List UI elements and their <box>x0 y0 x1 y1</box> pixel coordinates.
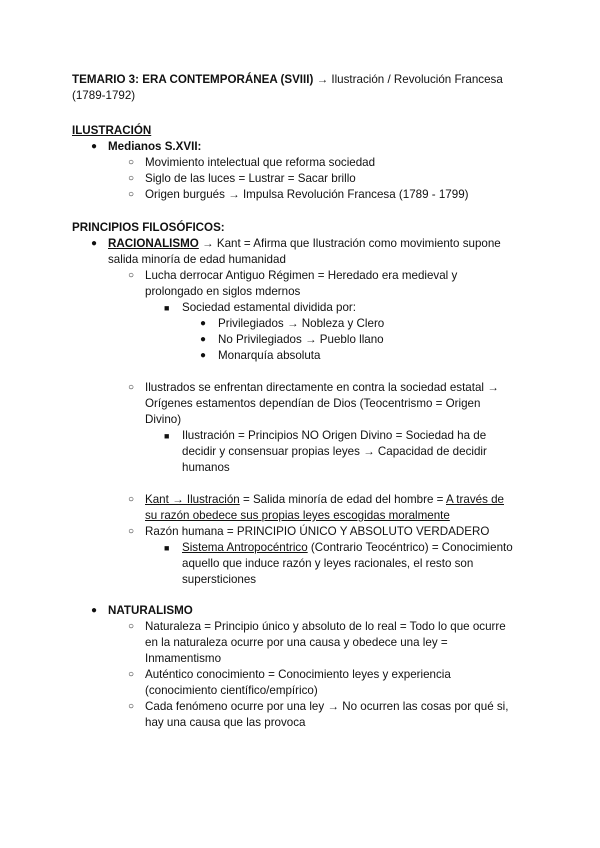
disc-bullet-icon: ● <box>91 141 98 152</box>
circle-bullet-icon: ○ <box>128 701 135 712</box>
racionalismo-label: RACIONALISMO <box>108 237 199 250</box>
circle-bullet-icon: ○ <box>128 270 135 281</box>
list-item: Monarquía absoluta <box>218 349 321 362</box>
title-dates: (1789-1792) <box>72 89 136 102</box>
naturalismo-label: NATURALISMO <box>108 604 193 617</box>
disc-bullet-icon: ● <box>91 238 98 249</box>
list-item-cont: humanos <box>182 461 230 474</box>
list-item-cont: (conocimiento científico/empírico) <box>145 684 318 697</box>
kant-underlined: A través de <box>445 493 504 506</box>
section-heading-principios: PRINCIPIOS FILOSÓFICOS: <box>72 221 225 234</box>
racionalismo-text-2: salida minoría de edad humanidad <box>108 253 286 266</box>
list-item: Ilustración = Principios NO Origen Divino = Sociedad ha de <box>182 429 487 442</box>
list-item: Razón humana = PRINCIPIO ÚNICO Y ABSOLUTO VERDADERO <box>145 525 490 538</box>
disc-bullet-icon: ● <box>200 318 207 329</box>
list-item: No Privilegiados → Pueblo llano <box>218 333 384 346</box>
disc-bullet-icon: ● <box>200 334 207 345</box>
square-bullet-icon: ■ <box>164 431 170 441</box>
square-bullet-icon: ■ <box>164 303 170 313</box>
list-item: Siglo de las luces = Lustrar = Sacar brillo <box>145 172 356 185</box>
list-item: Auténtico conocimiento = Conocimiento leyes y experiencia <box>145 668 451 681</box>
list-item: Sociedad estamental dividida por: <box>182 301 357 314</box>
list-item: Privilegiados → Nobleza y Clero <box>218 317 385 330</box>
kant-underlined-2: su razón obedece sus propias leyes escogidas moralmente <box>145 509 450 522</box>
document-title <box>72 72 503 88</box>
list-item-cont: supersticiones <box>182 573 257 586</box>
sistema-label: Sistema Antropocéntrico <box>182 541 308 554</box>
list-item-cont: hay una causa que las provoca <box>145 716 306 729</box>
racionalismo-line <box>108 236 501 252</box>
section-heading-ilustracion: ILUSTRACIÓN <box>72 124 152 137</box>
kant-line <box>145 492 504 508</box>
circle-bullet-icon: ○ <box>128 382 135 393</box>
list-item: Origen burgués → Impulsa Revolución Francesa (1789 - 1799) <box>145 188 469 201</box>
circle-bullet-icon: ○ <box>128 189 135 200</box>
sistema-rest: (Contrario Teocéntrico) = Conocimiento <box>307 541 513 554</box>
circle-bullet-icon: ○ <box>128 621 135 632</box>
kant-label: Kant → Ilustración <box>145 493 240 506</box>
title-bold: TEMARIO 3: ERA CONTEMPORÁNEA (SVIII) <box>72 73 314 86</box>
racionalismo-text: → Kant = Afirma que Ilustración como movimiento supone <box>198 237 501 250</box>
circle-bullet-icon: ○ <box>128 669 135 680</box>
disc-bullet-icon: ● <box>200 350 207 361</box>
circle-bullet-icon: ○ <box>128 157 135 168</box>
square-bullet-icon: ■ <box>164 543 170 553</box>
list-item: Movimiento intelectual que reforma sociedad <box>145 156 376 169</box>
kant-mid: = Salida minoría de edad del hombre = <box>239 493 446 506</box>
circle-bullet-icon: ○ <box>128 173 135 184</box>
sistema-line <box>182 540 513 556</box>
list-item-cont: Divino) <box>145 413 182 426</box>
list-item: Naturaleza = Principio único y absoluto de lo real = Todo lo que ocurre <box>145 620 506 633</box>
list-item: Lucha derrocar Antiguo Régimen = Heredado era medieval y <box>145 269 458 282</box>
list-item-cont: aquello que induce razón y leyes racionales, el resto son <box>182 557 474 570</box>
list-item-cont: decidir y consensuar propias leyes → Capacidad de decidir <box>182 445 487 458</box>
list-item-cont: en la naturaleza ocurre por una causa y obedece una ley = <box>145 636 448 649</box>
list-item-cont: Inmamentismo <box>145 652 222 665</box>
circle-bullet-icon: ○ <box>128 494 135 505</box>
title-rest: → Ilustración / Revolución Francesa <box>313 73 503 86</box>
circle-bullet-icon: ○ <box>128 526 135 537</box>
list-item-cont: Orígenes estamentos dependían de Dios (Teocentrismo = Origen <box>145 397 481 410</box>
list-item: Ilustrados se enfrentan directamente en contra la sociedad estatal → <box>145 381 499 394</box>
list-item: Cada fenómeno ocurre por una ley → No ocurren las cosas por qué si, <box>145 700 509 713</box>
subheading-medianos: Medianos S.XVII: <box>108 140 202 153</box>
list-item-cont: prolongado en siglos mdernos <box>145 285 301 298</box>
disc-bullet-icon: ● <box>91 605 98 616</box>
